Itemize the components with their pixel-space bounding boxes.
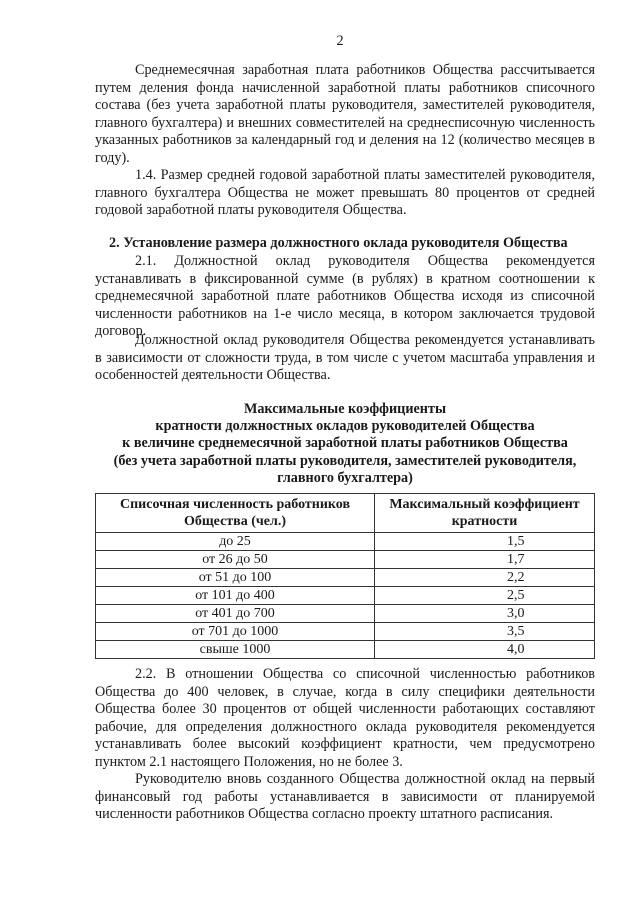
cell-headcount: от 701 до 1000 [96,623,375,641]
table-caption-line: главного бухгалтера) [277,469,413,486]
table-row [96,551,595,569]
paragraph-2-2: 2.2. В отношении Общества со списочной численностью работников Общества до 400 человек, в случае, когда в силу специфики деятельности Общества более 30 процентов от общей численности работающих составляют рабочие, для определения должностного оклада руководителя рекомендуется устанавливать более высокий коэффициент кратности, чем предусмотрено пунктом 2.1 настоящего Положения, но не более 3. [95,666,595,770]
table-row [96,605,595,623]
cell-coefficient: 2,2 [375,569,595,587]
cell-headcount: от 51 до 100 [96,569,375,587]
table-row [96,587,595,605]
cell-coefficient: 2,5 [375,587,595,605]
cell-coefficient: 4,0 [375,641,595,659]
cell-headcount: от 401 до 700 [96,605,375,623]
section-heading-2: 2. Установление размера должностного оклада руководителя Общества [109,235,568,251]
table-row [96,623,595,641]
paragraph-average-salary: Среднемесячная заработная плата работников Общества рассчитывается путем деления фонда начисленной заработной платы работников списочного состава (без учета заработной платы руководителя, заместителей руководителя, главного бухгалтера) и внешних совместителей на среднесписочную численность указанных работников за календарный год и деления на 12 (количество месяцев в году). [95,62,595,166]
cell-headcount: до 25 [96,533,375,551]
cell-headcount: от 101 до 400 [96,587,375,605]
coefficient-table [95,493,595,659]
table-caption [90,401,600,487]
paragraph-new-company: Руководителю вновь созданного Общества должностной оклад на первый финансовый год работы устанавливается в зависимости от планируемой численности работников Общества согласно проекту штатного расписания. [95,771,595,823]
header-coefficient: Максимальный коэффициент кратности [375,494,595,533]
table-caption-line: (без учета заработной платы руководителя, заместителей руководителя, [113,452,577,469]
cell-headcount: от 26 до 50 [96,551,375,569]
page-number: 2 [336,33,344,49]
cell-coefficient: 3,5 [375,623,595,641]
table-caption-line: кратности должностных окладов руководителей Общества [155,418,535,435]
table-row [96,533,595,551]
cell-coefficient: 1,5 [375,533,595,551]
cell-coefficient: 3,0 [375,605,595,623]
paragraph-1-4: 1.4. Размер средней годовой заработной платы заместителей руководителя, главного бухгалтера Общества не может превышать 80 процентов от средней годовой заработной платы руководителя Общества. [95,167,595,219]
table-caption-line: к величине среднемесячной заработной платы работников Общества [122,435,568,452]
paragraph-salary-complexity: Должностной оклад руководителя Общества рекомендуется устанавливать в зависимости от сложности труда, в том числе с учетом масштаба управления и особенностей деятельности Общества. [95,332,595,384]
table-header-row [96,494,595,533]
table-row [96,569,595,587]
table-caption-line: Максимальные коэффициенты [243,401,447,417]
paragraph-2-1: 2.1. Должностной оклад руководителя Общества рекомендуется устанавливать в фиксированной сумме (в рублях) в кратном соотношении к среднемесячной заработной плате работников Общества исходя из списочной численности работников на 1-е число месяца, в котором заключается трудовой договор. [95,253,595,340]
cell-coefficient: 1,7 [375,551,595,569]
header-headcount: Списочная численность работников Общества (чел.) [96,494,375,533]
cell-headcount: свыше 1000 [96,641,375,659]
table-row [96,641,595,659]
